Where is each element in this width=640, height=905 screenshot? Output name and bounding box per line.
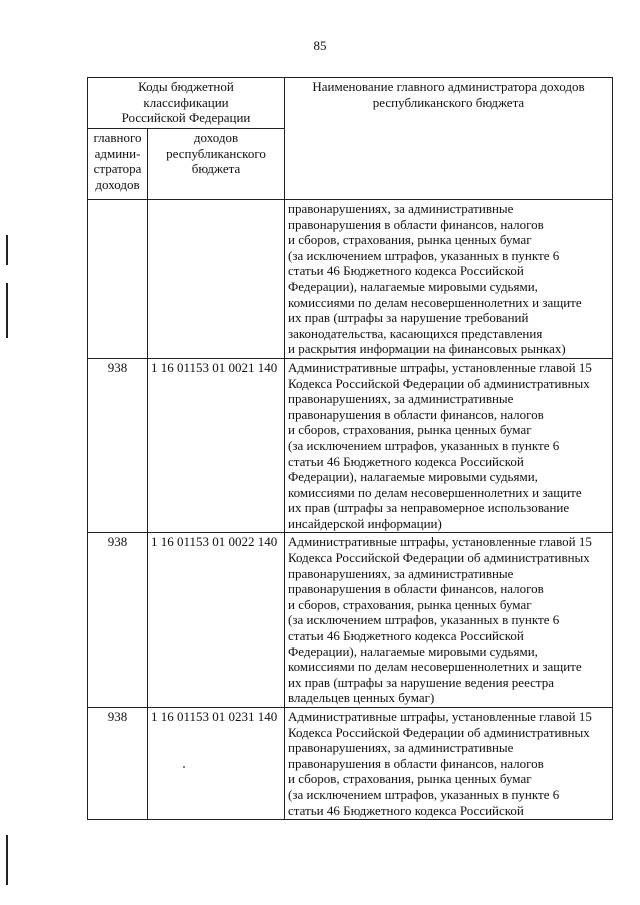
budget-codes-table <box>87 77 613 820</box>
income-code-cell: 1 16 01153 01 0021 140 <box>148 358 285 533</box>
administrator-name-cell <box>285 200 613 359</box>
name-text-line: Кодекса Российской Федерации об административных <box>288 724 590 740</box>
table-row <box>88 358 613 533</box>
name-text-line: владельцев ценных бумаг) <box>288 690 435 706</box>
name-text-line: инсайдерской информации) <box>288 515 442 531</box>
administrator-name-cell <box>285 358 613 533</box>
name-text-line: статьи 46 Бюджетного кодекса Российской <box>288 628 524 644</box>
name-text-line: Административные штрафы, установленные главой 15 <box>288 534 592 550</box>
name-text-line: и сборов, страхования, рынка ценных бумаг <box>288 232 532 248</box>
name-text-line: (за исключением штрафов, указанных в пункте 6 <box>288 247 560 263</box>
admin-code-cell: 938 <box>88 358 148 533</box>
header-republican-budget-income: доходов республиканского бюджета <box>148 129 285 200</box>
name-text-line: комиссиями по делам несовершеннолетних и защите <box>288 659 582 675</box>
name-text-line: Административные штрафы, установленные главой 15 <box>288 709 592 724</box>
name-text-line: и сборов, страхования, рынка ценных бумаг <box>288 596 532 612</box>
name-text-line: комиссиями по делам несовершеннолетних и защите <box>288 484 582 500</box>
header-budget-classification-codes: Коды бюджетной классификации Российской Федерации <box>88 78 285 129</box>
income-code-cell: 1 16 01153 01 0231 140 <box>148 708 285 820</box>
name-text-line: правонарушениях, за административные <box>288 391 514 407</box>
name-text-line: Административные штрафы, установленные главой 15 <box>288 359 592 375</box>
table-body <box>88 200 613 820</box>
income-code-cell: 1 16 01153 01 0022 140 <box>148 533 285 708</box>
name-text-line: их прав (штрафы за нарушение требований <box>288 310 529 326</box>
scan-mark-lower <box>6 835 8 885</box>
table-row <box>88 708 613 820</box>
name-text-line: правонарушениях, за административные <box>288 565 514 581</box>
name-text-line: (за исключением штрафов, указанных в пункте 6 <box>288 612 560 628</box>
administrator-name-cell <box>285 533 613 708</box>
name-text-line: и сборов, страхования, рынка ценных бумаг <box>288 422 532 438</box>
name-text-line: Кодекса Российской Федерации об административных <box>288 375 590 391</box>
income-code-cell <box>148 200 285 359</box>
name-text-line: Федерации), налагаемые мировыми судьями, <box>288 643 538 659</box>
admin-code-cell <box>88 200 148 359</box>
name-text-line: их прав (штрафы за нарушение ведения реестра <box>288 674 555 690</box>
admin-code-cell: 938 <box>88 533 148 708</box>
name-text-line: комиссиями по делам несовершеннолетних и защите <box>288 294 582 310</box>
name-text-line: правонарушениях, за административные <box>288 740 514 756</box>
name-text-line: Кодекса Российской Федерации об административных <box>288 550 590 566</box>
page-number: 85 <box>313 38 327 53</box>
name-text-line: (за исключением штрафов, указанных в пункте 6 <box>288 437 560 453</box>
name-text-line: Федерации), налагаемые мировыми судьями, <box>288 469 538 485</box>
name-text-line: Федерации), налагаемые мировыми судьями, <box>288 278 538 294</box>
name-text-line: правонарушения в области финансов, налогов <box>288 406 544 422</box>
name-text-line: статьи 46 Бюджетного кодекса Российской <box>288 453 524 469</box>
name-text-line: статьи 46 Бюджетного кодекса Российской <box>288 802 524 818</box>
header-row-group <box>88 78 613 129</box>
header-chief-administrator: главного админи- стратора доходов <box>88 129 148 200</box>
scan-mark-upper <box>6 235 8 265</box>
name-text-line: правонарушения в области финансов, налогов <box>288 216 544 232</box>
administrator-name-cell <box>285 708 613 820</box>
table-row <box>88 200 613 359</box>
name-text-line: их прав (штрафы за неправомерное использование <box>288 500 570 516</box>
name-text-line: статьи 46 Бюджетного кодекса Российской <box>288 263 524 279</box>
table-row <box>88 533 613 708</box>
name-text-line: законодательства, касающихся представления <box>288 325 543 341</box>
table-header <box>88 78 613 200</box>
name-text-line: (за исключением штрафов, указанных в пункте 6 <box>288 786 560 802</box>
name-text-line: и сборов, страхования, рынка ценных бумаг <box>288 771 532 787</box>
name-text-line: и раскрытия информации на финансовых рынках) <box>288 341 566 357</box>
header-administrator-name: Наименование главного администратора доходов республиканского бюджета <box>285 78 613 200</box>
scan-mark-middle <box>6 283 8 338</box>
name-text-line: правонарушения в области финансов, налогов <box>288 581 544 597</box>
admin-code-cell: 938 <box>88 708 148 820</box>
name-text-line: правонарушениях, за административные <box>288 201 514 216</box>
name-text-line: правонарушения в области финансов, налогов <box>288 755 544 771</box>
